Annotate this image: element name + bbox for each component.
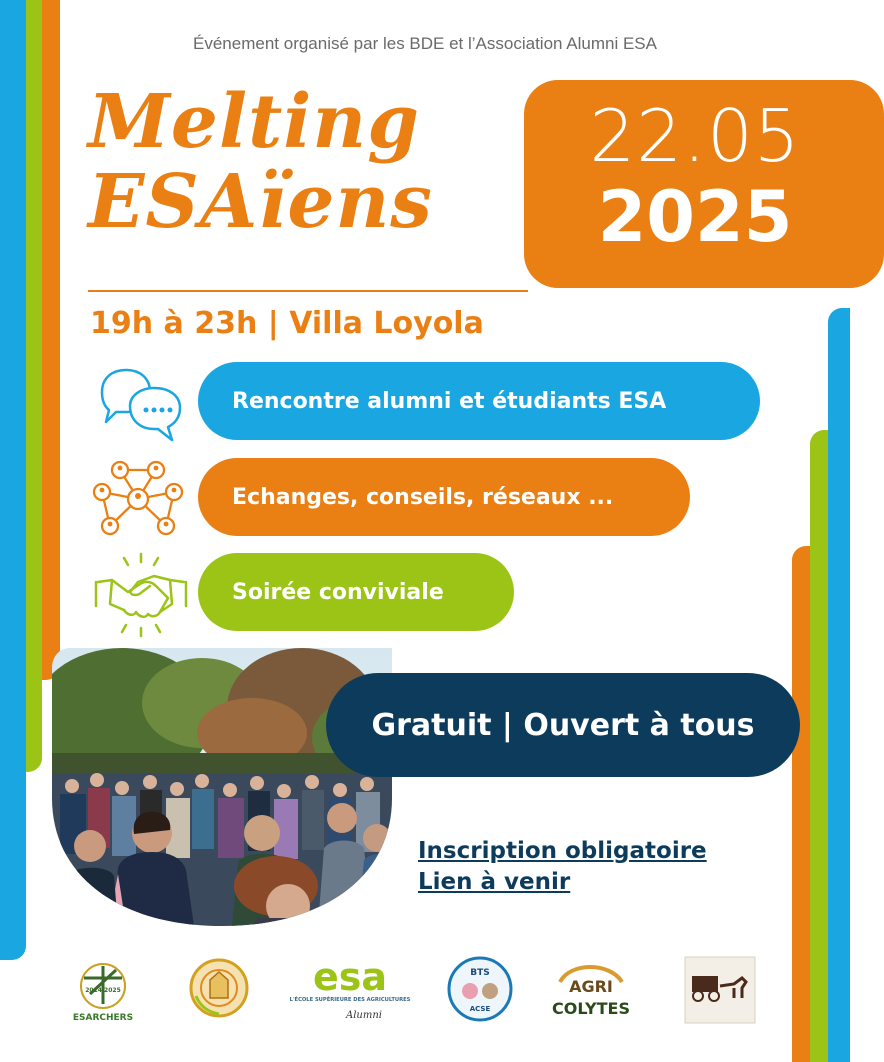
agricolytes-logo bbox=[550, 958, 632, 1020]
bts-label: BTS bbox=[470, 968, 490, 978]
esarchers-name: ESARCHERS bbox=[72, 1013, 134, 1023]
agricolytes-top: AGRI bbox=[569, 977, 613, 996]
signup-info bbox=[418, 836, 707, 898]
speech-bubbles-icon bbox=[96, 366, 188, 444]
esarchers-logo bbox=[72, 958, 134, 1024]
left-stripe-orange bbox=[42, 0, 60, 680]
right-stripe-blue bbox=[828, 308, 850, 1062]
event-title bbox=[88, 79, 518, 245]
esa-alumni-logo bbox=[289, 954, 411, 1026]
esa-wordmark: esa bbox=[312, 955, 388, 999]
acse-label: ACSE bbox=[469, 1005, 491, 1013]
feature-pill-party: Soirée conviviale bbox=[198, 553, 514, 631]
signup-required-link[interactable]: Inscription obligatoire bbox=[418, 838, 707, 864]
feature-pill-exchanges: Echanges, conseils, réseaux ... bbox=[198, 458, 690, 536]
event-date-day: 22.05 bbox=[589, 94, 801, 178]
signup-link-pending[interactable]: Lien à venir bbox=[418, 869, 571, 895]
left-stripe-blue bbox=[0, 0, 26, 960]
esarchers-years: 2024 2025 bbox=[85, 987, 121, 994]
organizer-text: Événement organisé par les BDE et l’Association Alumni ESA bbox=[193, 34, 657, 53]
event-title-line2: ESAïens bbox=[88, 159, 433, 245]
bts-acse-logo bbox=[446, 955, 514, 1023]
event-date-year: 2025 bbox=[597, 176, 793, 258]
network-people-icon bbox=[90, 458, 186, 540]
event-title-line1: Melting bbox=[88, 79, 420, 165]
event-time-place: 19h à 23h | Villa Loyola bbox=[90, 306, 484, 341]
handshake-icon bbox=[94, 552, 188, 638]
left-stripe-green bbox=[26, 0, 42, 772]
esa-alumni-label: Alumni bbox=[346, 1010, 382, 1021]
esattelage-logo bbox=[684, 956, 756, 1024]
club-crest-logo bbox=[186, 956, 252, 1020]
esa-tagline: L'ÉCOLE SUPÉRIEURE DES AGRICULTURES bbox=[289, 997, 411, 1003]
agricolytes-bottom: COLYTES bbox=[552, 999, 630, 1018]
free-open-badge: Gratuit | Ouvert à tous bbox=[326, 673, 800, 777]
feature-pill-meeting: Rencontre alumni et étudiants ESA bbox=[198, 362, 760, 440]
title-divider bbox=[88, 290, 528, 292]
right-stripe-green bbox=[810, 430, 830, 1062]
